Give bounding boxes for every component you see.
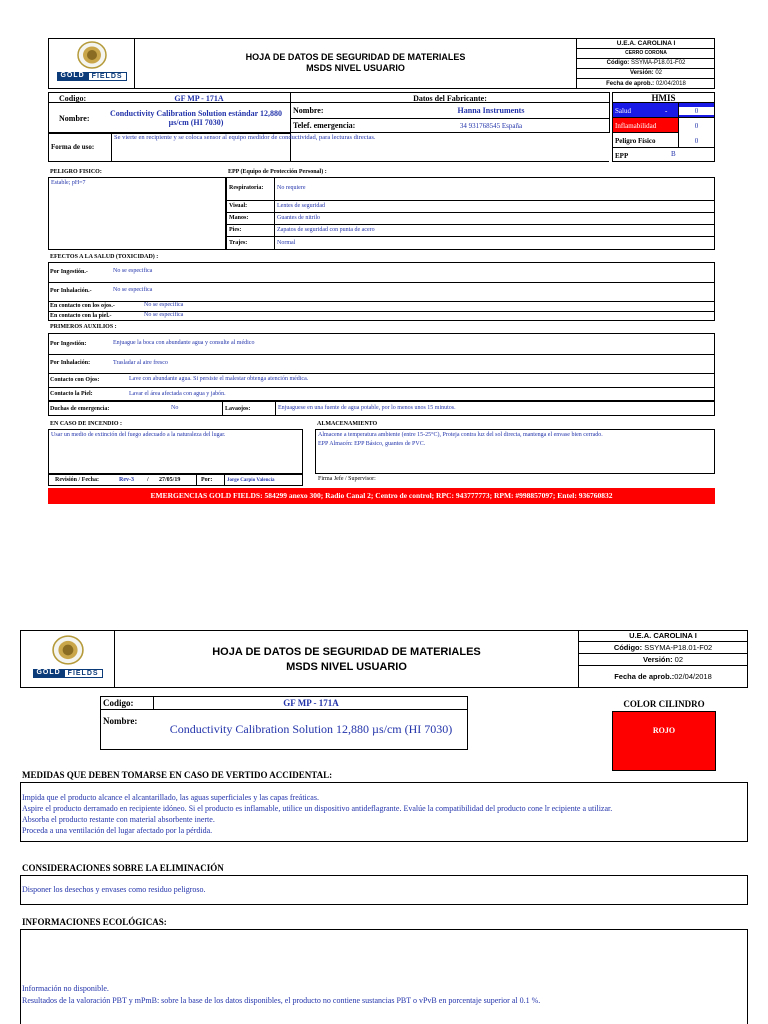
manufacturer-nombre-value: Hanna Instruments xyxy=(457,106,525,115)
efectos-piel-label: En contacto con la piel.- xyxy=(50,313,112,319)
epp-manos-label: Manos: xyxy=(229,215,249,221)
duchas-value: No xyxy=(171,405,179,411)
version-value-2: 02 xyxy=(674,655,684,664)
efectos-ingestion-label: Por Ingestión.- xyxy=(50,269,88,275)
version-label-2: Versión: xyxy=(642,655,673,664)
unit-name: U.E.A. CAROLINA I xyxy=(616,40,676,47)
doc-title: HOJA DE DATOS DE SEGURIDAD DE MATERIALES xyxy=(245,52,466,62)
color-cilindro-label: COLOR CILINDRO xyxy=(623,699,705,709)
manufacturer-block xyxy=(290,92,610,133)
hmis-salud-dash: - xyxy=(665,107,668,115)
hmis-peligro-value: 0 xyxy=(694,137,699,145)
product-block xyxy=(48,92,291,162)
codigo-value: SSYMA-P18.01-F02 xyxy=(630,60,686,66)
eliminacion-box xyxy=(20,875,748,905)
primeros-piel-label: Contacto la Piel: xyxy=(50,391,93,397)
doc-subtitle: MSDS NIVEL USUARIO xyxy=(306,63,405,73)
revision-por-value: Jorge Carpio Valencia xyxy=(227,478,275,483)
hmis-epp-label: EPP xyxy=(615,152,629,160)
version-value: 02 xyxy=(655,70,663,76)
lavaojos-value: Enjuaguese en una fuente de agua potable, por lo menos unos 15 minutos. xyxy=(278,405,456,411)
almacenamiento-line1: Almacene a temperatura ambiente (entre 15-25°C), Proteja contra luz del sol directa, mantenga el envase bien cerrado. xyxy=(318,432,603,438)
efectos-inhalacion-value: No se especifica xyxy=(113,287,153,293)
logo-text-right-2: FIELDS xyxy=(64,669,103,678)
epp-trajes-label: Trajes: xyxy=(229,240,248,246)
peligro-fisico-value: Estable; pH=7 xyxy=(51,180,86,186)
ecologicas-line-1: Información no disponible. xyxy=(22,984,109,993)
header-block xyxy=(48,38,715,89)
epp-visual-value: Lentes de seguridad xyxy=(277,203,325,209)
product-box-2 xyxy=(100,696,468,750)
primeros-title: PRIMEROS AUXILIOS : xyxy=(50,324,117,330)
product2-codigo-label: Codigo: xyxy=(103,698,134,708)
fecha-label-2: Fecha de aprob.: xyxy=(614,672,675,681)
primeros-inhalacion-value: Trasladar al aire fresco xyxy=(113,360,168,366)
lion-crest-icon xyxy=(77,41,107,69)
product2-codigo-value: GF MP - 171A xyxy=(283,698,339,708)
hmis-salud-value: 0 xyxy=(679,107,714,115)
hmis-epp-value: B xyxy=(671,150,676,158)
unit-name-2: U.E.A. CAROLINA I xyxy=(629,631,697,640)
efectos-ingestion-value: No se especifica xyxy=(113,268,153,274)
duchas-box xyxy=(48,401,715,416)
lavaojos-label: Lavaojos: xyxy=(225,406,251,412)
incendio-box xyxy=(48,429,303,474)
epp-visual-label: Visual: xyxy=(229,203,248,209)
epp-title: EPP (Equipo de Protección Personal) : xyxy=(228,169,327,175)
fecha-value: 02/04/2018 xyxy=(655,81,686,87)
manufacturer-nombre-label: Nombre: xyxy=(293,106,324,115)
efectos-piel-value: No se especifica xyxy=(144,312,184,318)
almacenamiento-box xyxy=(315,429,715,474)
product-nombre-value: Conductivity Calibration Solution estándar 12,880 µs/cm (HI 7030) xyxy=(109,109,283,127)
logo-text-left: GOLD xyxy=(57,72,87,81)
codigo-label-2: Código: xyxy=(613,643,643,652)
revision-box xyxy=(48,474,303,486)
revision-rev: Rev-3 xyxy=(119,477,134,483)
fecha-label: Fecha de aprob.: xyxy=(606,81,655,87)
forma-uso-label: Forma de uso: xyxy=(51,143,95,151)
efectos-box xyxy=(48,262,715,321)
revision-por-label: Por: xyxy=(201,477,213,483)
fecha-value-2: 02/04/2018 xyxy=(674,672,712,681)
epp-pies-label: Pies: xyxy=(229,227,242,233)
color-cilindro-box xyxy=(612,711,716,771)
peligro-fisico-box xyxy=(48,177,226,250)
logo-text-right: FIELDS xyxy=(88,72,127,81)
incendio-label: EN CASO DE INCENDIO : xyxy=(50,421,123,427)
revision-label: Revisión / Fecha: xyxy=(55,477,99,483)
vertido-title: MEDIDAS QUE DEBEN TOMARSE EN CASO DE VERTIDO ACCIDENTAL: xyxy=(22,770,333,780)
product-codigo-label: Codigo: xyxy=(59,94,87,103)
epp-respiratoria-label: Respiratoria: xyxy=(229,185,264,191)
efectos-ojos-value: No se especifica xyxy=(144,302,184,308)
vertido-line-4: Proceda a una ventilación del lugar afectado por la pérdida. xyxy=(22,826,213,835)
product2-nombre-label: Nombre: xyxy=(103,716,138,726)
manufacturer-title: Datos del Fabricante: xyxy=(413,94,487,103)
almacenamiento-label: ALMACENAMIENTO xyxy=(317,421,378,427)
manufacturer-telef-label: Telef. emergencia: xyxy=(293,121,356,130)
hmis-inflamabilidad-value: 0 xyxy=(694,122,699,130)
epp-pies-value: Zapatos de seguridad con punta de acero xyxy=(277,227,375,233)
epp-respiratoria-value: No requiere xyxy=(277,185,306,191)
vertido-line-1: Impida que el producto alcance el alcantarillado, las aguas superficiales y las capas freáticas. xyxy=(22,793,319,802)
hmis-peligro-label: Peligro Físico xyxy=(615,137,656,145)
vertido-line-3: Absorba el producto restante con material absorbente inerte. xyxy=(22,815,215,824)
almacenamiento-line2: EPP Almacén: EPP Básico, guantes de PVC. xyxy=(318,441,426,447)
epp-manos-value: Guantes de nitrilo xyxy=(277,215,320,221)
duchas-label: Duchas de emergencia: xyxy=(50,406,110,412)
epp-trajes-value: Normal xyxy=(277,240,296,246)
ecologicas-line-2: Resultados de la valoración PBT y mPmB: sobre la base de los datos disponibles, el producto no contiene sustancias PBT o vPvB en porcentaje superior al 0.1 %. xyxy=(22,996,541,1005)
product-nombre-label: Nombre: xyxy=(59,114,90,123)
primeros-box xyxy=(48,333,715,401)
manufacturer-telef-value: 34 931768545 España xyxy=(459,122,523,130)
eliminacion-value: Disponer los desechos y envases como residuo peligroso. xyxy=(22,885,206,894)
header-block-2 xyxy=(20,630,748,688)
vertido-box xyxy=(20,782,748,842)
product-codigo-value: GF MP - 171A xyxy=(174,94,224,103)
vertido-line-2: Aspire el producto derramado en recipiente idóneo. Si el producto es inflamable, utilice un dispositivo antideflagrante. Evalúe la compatibilidad del producto cone lr ecipiente a utilizar. xyxy=(22,804,613,813)
ecologicas-box xyxy=(20,929,748,1024)
codigo-label: Código: xyxy=(606,60,630,66)
forma-uso-value: Se vierte en recipiente y se coloca sensor al equipo medidor de conductividad, para lecturas directas. xyxy=(114,134,376,141)
primeros-ojos-label: Contacto con Ojos: xyxy=(50,377,100,383)
efectos-inhalacion-label: Por Inhalación.- xyxy=(50,288,92,294)
primeros-ojos-value: Lave con abundante agua. Si persiste el malestar obtenga atención médica. xyxy=(129,376,309,382)
company-logo xyxy=(51,41,133,87)
efectos-ojos-label: En contacto con los ojos.- xyxy=(50,303,115,309)
unit-subname: CERRO CORONA xyxy=(577,48,715,58)
page-2 xyxy=(0,630,768,1024)
hmis-block xyxy=(612,92,715,162)
firma-label: Firma Jefe / Supervisor: xyxy=(318,476,376,482)
ecologicas-title: INFORMACIONES ECOLÓGICAS: xyxy=(22,917,167,927)
company-logo-2 xyxy=(23,635,113,685)
version-label: Versión: xyxy=(629,70,654,76)
product2-nombre-value: Conductivity Calibration Solution 12,880 µs/cm (HI 7030) xyxy=(169,722,453,736)
incendio-value: Usar un medio de extinción del fuego adecuado a la naturaleza del lugar. xyxy=(51,432,226,438)
lion-crest-icon xyxy=(52,635,84,665)
hmis-salud-label: Salud xyxy=(615,107,631,115)
peligro-fisico-label: PELIGRO FISICO: xyxy=(50,169,102,175)
color-cilindro-value: ROJO xyxy=(652,726,676,735)
epp-box xyxy=(226,177,715,250)
hmis-title: HMIS xyxy=(613,93,714,103)
eliminacion-title: CONSIDERACIONES SOBRE LA ELIMINACIÓN xyxy=(22,863,224,873)
revision-sep: / xyxy=(147,477,149,483)
revision-date: 27/05/19 xyxy=(159,477,181,483)
hmis-inflamabilidad-label: Inflamabilidad xyxy=(615,122,657,130)
emergencias-banner: EMERGENCIAS GOLD FIELDS: 584299 anexo 300; Radio Canal 2; Centro de control; RPC: 943777773; RPM: #998857097; Entel: 936760832 xyxy=(48,488,715,504)
primeros-ingestion-label: Por Ingestión: xyxy=(50,341,87,347)
logo-text-left-2: GOLD xyxy=(33,669,63,678)
primeros-piel-value: Lavar el área afectada con agua y jabón. xyxy=(129,391,226,397)
primeros-inhalacion-label: Por Inhalación: xyxy=(50,360,91,366)
primeros-ingestion-value: Enjuague la boca con abundante agua y consulte al médico xyxy=(113,340,255,346)
doc-title-2: HOJA DE DATOS DE SEGURIDAD DE MATERIALES xyxy=(212,646,481,658)
doc-subtitle-2: MSDS NIVEL USUARIO xyxy=(286,661,407,673)
codigo-value-2: SSYMA-P18.01-F02 xyxy=(644,643,713,652)
efectos-title: EFECTOS A LA SALUD (TOXICIDAD) : xyxy=(50,254,159,260)
